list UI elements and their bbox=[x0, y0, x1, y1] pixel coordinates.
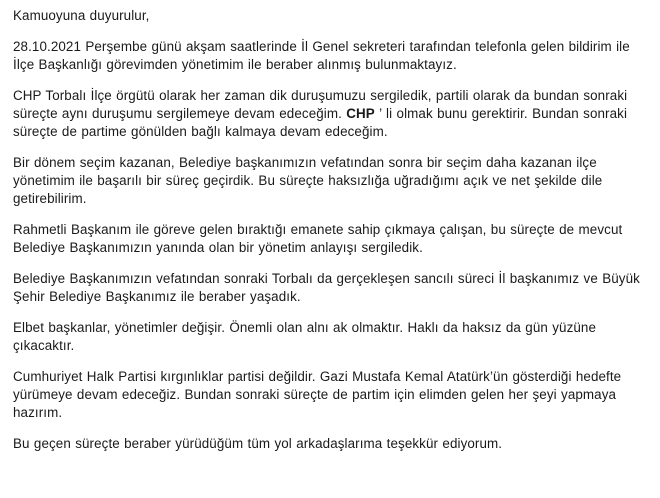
paragraph-thanks: Bu geçen süreçte beraber yürüdüğüm tüm yol arkadaşlarıma teşekkür ediyorum. bbox=[13, 436, 503, 451]
paragraph-leaders-change: Elbet başkanlar, yönetimler değişir. Önemli olan alnı ak olmaktır. Haklı da haksız da gün yüzüne çıkacaktır. bbox=[13, 320, 597, 353]
paragraph-text-pre: CHP Torbalı İlçe örgütü olarak her zaman dik duruşumuzu sergiledik, partili olarak da bundan sonraki süreçte aynı duruşumu sergilemeye devam edeceğim. bbox=[13, 88, 628, 121]
paragraph-party-stance bbox=[13, 87, 646, 141]
paragraph-election-record: Bir dönem seçim kazanan, Belediye başkanımızın vefatından sonra bir seçim daha kazanan ilçe yönetimim ile başarılı bir süreç geçirdik. Bu süreçte haksızlığa uğradığımı açık ve net şekilde dile getirebilirim. bbox=[13, 155, 603, 206]
paragraph-notification: 28.10.2021 Perşembe günü akşam saatlerinde İl Genel sekreteri tarafından telefonla gelen bildirim ile İlçe Başkanlığı görevimden yönetimim ile beraber alınmış bulunmaktayız. bbox=[13, 39, 630, 72]
party-abbreviation: CHP bbox=[346, 106, 375, 121]
paragraph-party-loyalty: Cumhuriyet Halk Partisi kırgınlıklar partisi değildir. Gazi Mustafa Kemal Atatürk’ün gösterdiği hedefte yürümeye devam edeceğiz. Bundan sonraki süreçte de partim için elimden gelen her şeyi yapmaya hazırım. bbox=[13, 369, 622, 420]
paragraph-text-post: ’ li olmak bunu gerektirir. Bundan sonraki süreçte de partime gönülden bağlı kalmaya devam edeceğim. bbox=[13, 106, 628, 139]
salutation-line: Kamuoyuna duyurulur, bbox=[13, 8, 150, 23]
paragraph-difficult-period: Belediye Başkanımızın vefatından sonraki Torbalı da gerçekleşen sancılı süreci İl başkanımız ve Büyük Şehir Belediye Başkanımız ile beraber yaşadık. bbox=[13, 271, 640, 304]
paragraph-late-mayor: Rahmetli Başkanım ile göreve gelen bıraktığı emanete sahip çıkmaya çalışan, bu süreçte de mevcut Belediye Başkanımızın yanında olan bir yönetim anlayışı sergiledik. bbox=[13, 222, 623, 255]
